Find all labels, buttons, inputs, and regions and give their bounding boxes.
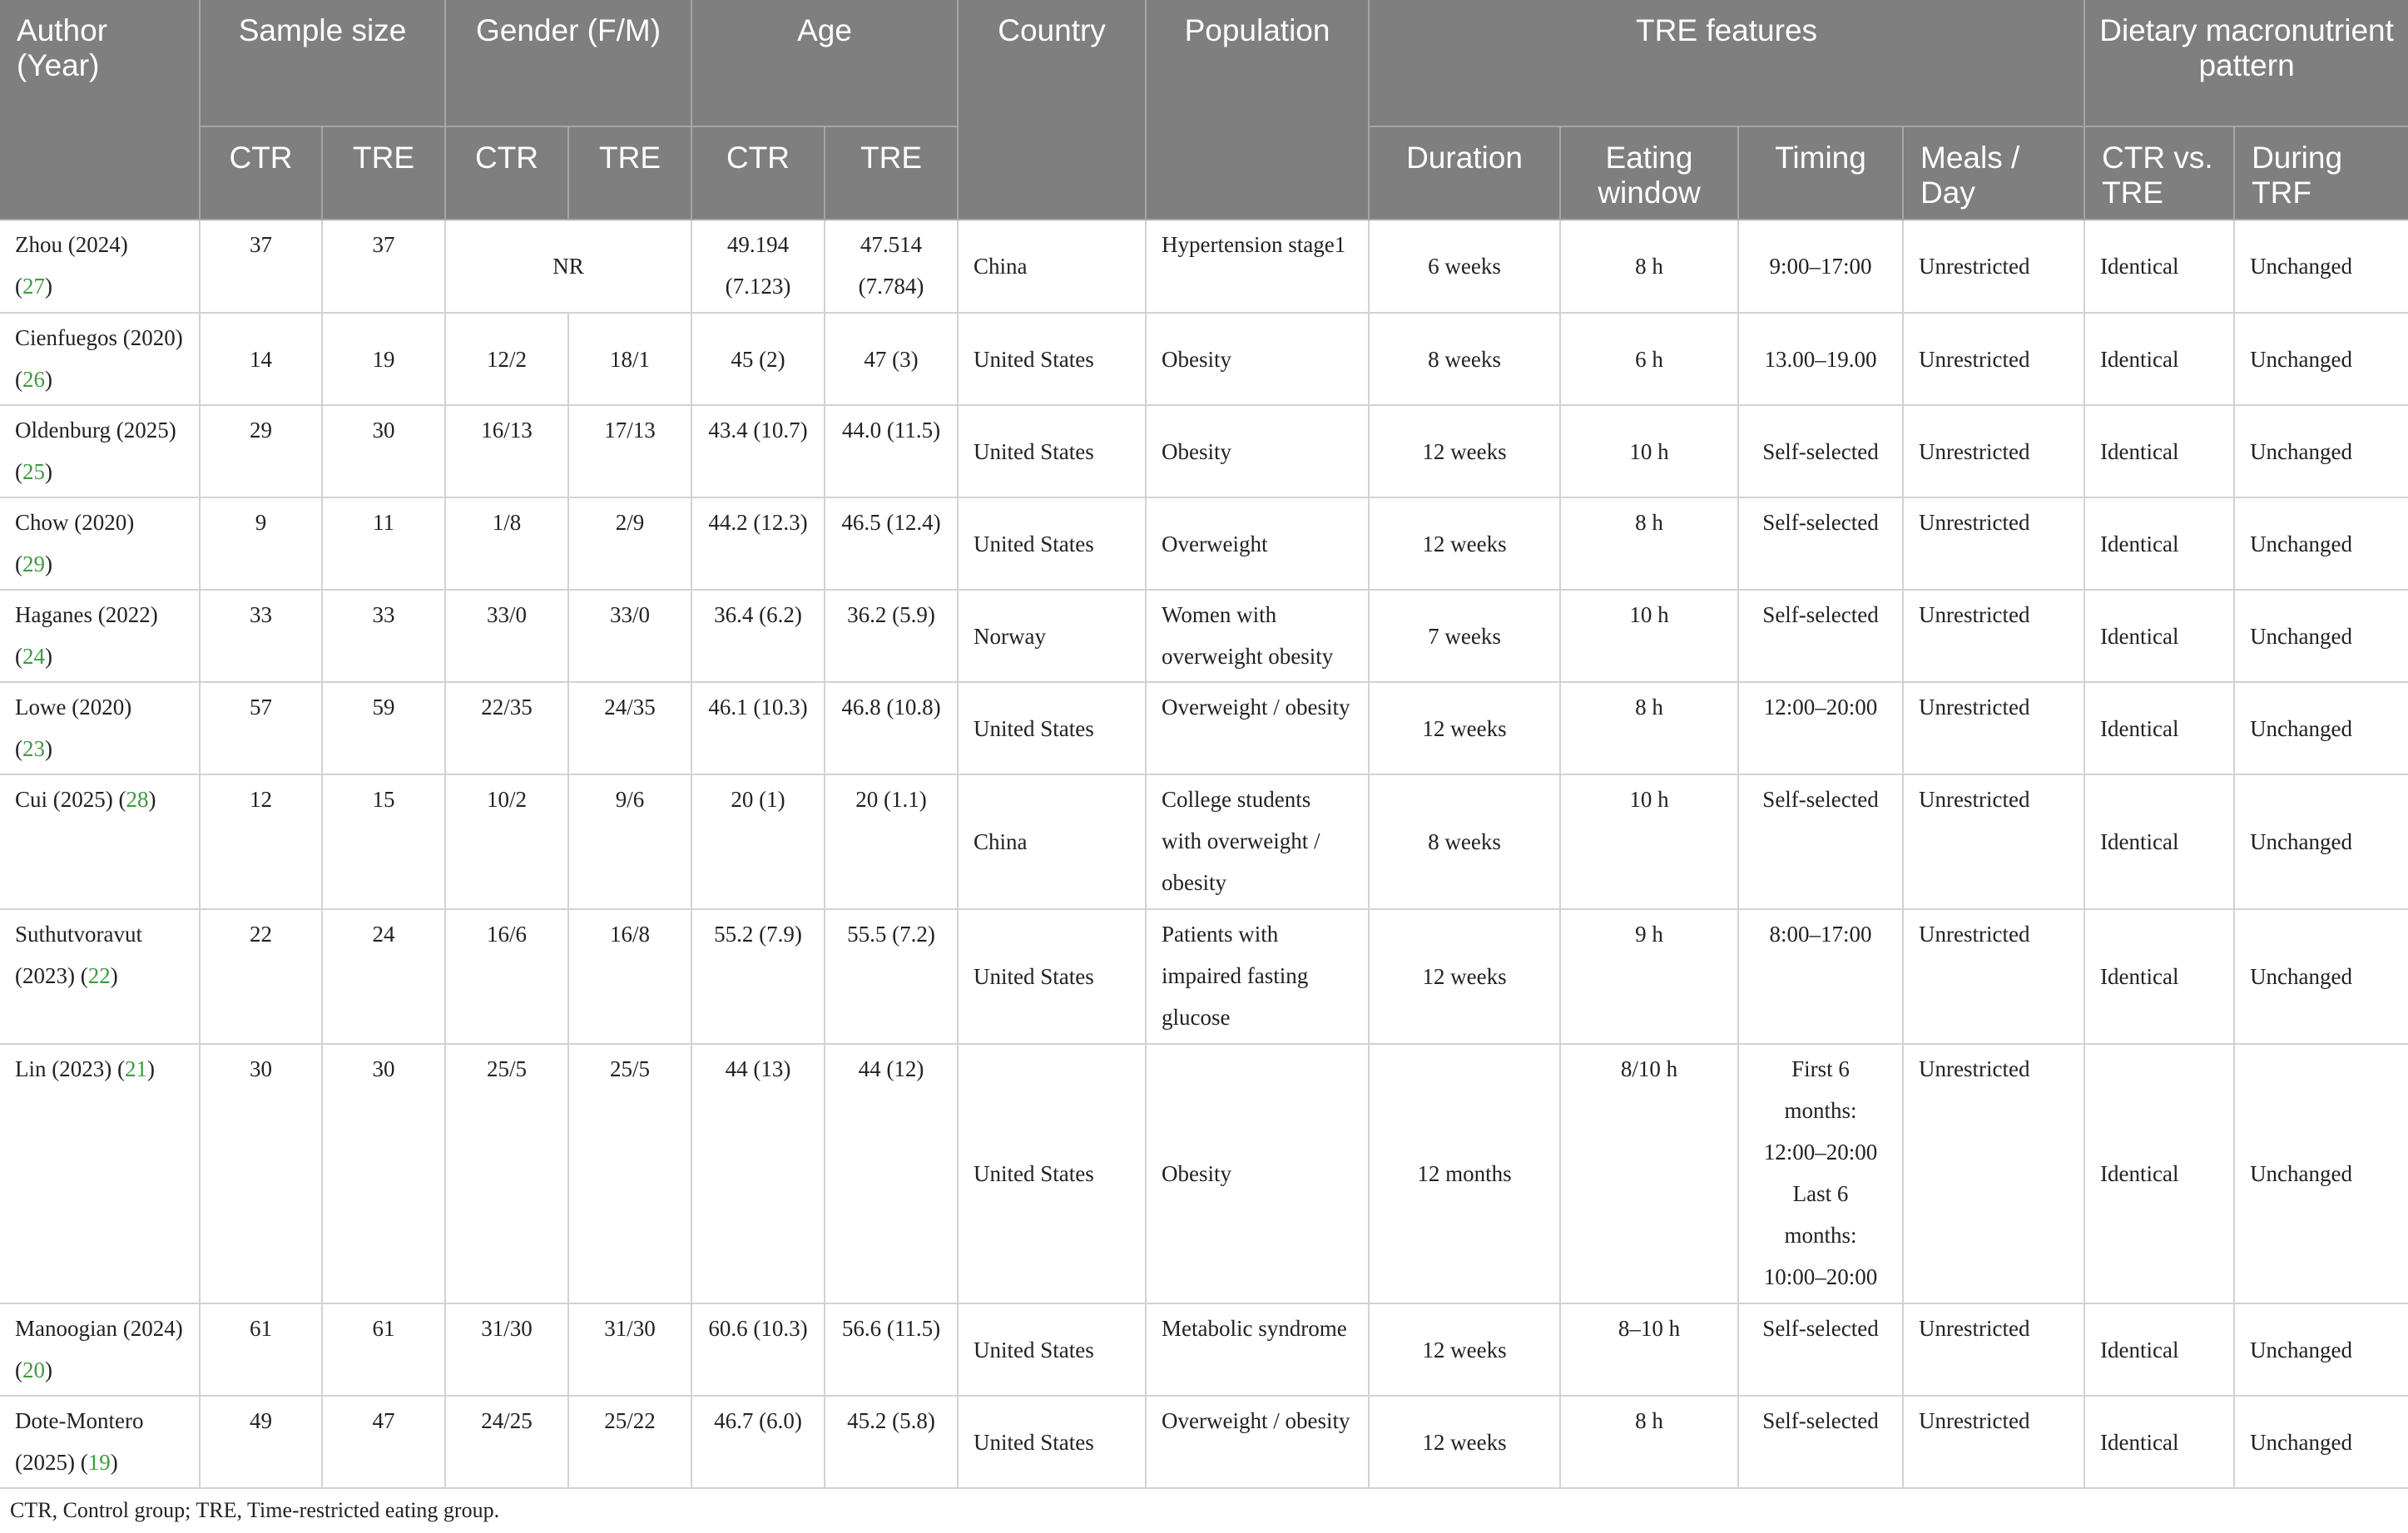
gender-tre-cell: 33/0: [568, 590, 691, 682]
table-row: [0, 1396, 2408, 1488]
table-row: [0, 497, 2408, 590]
population-cell: College students with overweight / obesity: [1146, 774, 1369, 909]
ctr-vs-tre-cell: Identical: [2084, 497, 2234, 590]
sample-tre-cell: 33: [322, 590, 445, 682]
age-tre-cell: 36.2 (5.9): [825, 590, 958, 682]
age-ctr-cell: 44.2 (12.3): [691, 497, 825, 590]
country-cell: China: [958, 220, 1146, 313]
eating-window-cell: 10 h: [1560, 405, 1738, 497]
duration-cell: 12 weeks: [1369, 1303, 1560, 1396]
timing-cell: Self-selected: [1738, 497, 1903, 590]
age-ctr-cell: 36.4 (6.2): [691, 590, 825, 682]
author-name: Chow (2020): [15, 510, 135, 535]
gender-tre-cell: 18/1: [568, 313, 691, 405]
sample-tre-cell: 15: [322, 774, 445, 909]
header-population: Population: [1146, 0, 1369, 220]
eating-window-cell: 6 h: [1560, 313, 1738, 405]
author-name: Zhou (2024): [15, 232, 128, 257]
meals-cell: Unrestricted: [1903, 220, 2084, 313]
ctr-vs-tre-cell: Identical: [2084, 220, 2234, 313]
header-sample-size: Sample size: [200, 0, 445, 126]
country-cell: United States: [958, 682, 1146, 774]
population-cell: Overweight / obesity: [1146, 1396, 1369, 1488]
author-name: Cienfuegos (2020): [15, 325, 183, 350]
table-row: [0, 590, 2408, 682]
eating-window-cell: 9 h: [1560, 909, 1738, 1044]
gender-tre-cell: 2/9: [568, 497, 691, 590]
age-tre-cell: 46.8 (10.8): [825, 682, 958, 774]
duration-cell: 12 weeks: [1369, 909, 1560, 1044]
header-gender-ctr: CTR: [445, 126, 568, 220]
author-name: Lin (2023): [15, 1056, 112, 1081]
age-ctr-cell: 43.4 (10.7): [691, 405, 825, 497]
ctr-vs-tre-cell: Identical: [2084, 590, 2234, 682]
age-ctr-cell: 20 (1): [691, 774, 825, 909]
timing-cell: 8:00–17:00: [1738, 909, 1903, 1044]
age-ctr-cell: 60.6 (10.3): [691, 1303, 825, 1396]
population-cell: Obesity: [1146, 1044, 1369, 1303]
sample-ctr-cell: 29: [200, 405, 322, 497]
author-cell: Manoogian (2024) (20): [0, 1303, 200, 1396]
duration-cell: 8 weeks: [1369, 313, 1560, 405]
country-cell: United States: [958, 497, 1146, 590]
author-cell: Haganes (2022) (24): [0, 590, 200, 682]
author-cell: Suthutvoravut (2023) (22): [0, 909, 200, 1044]
ctr-vs-tre-cell: Identical: [2084, 774, 2234, 909]
duration-cell: 12 weeks: [1369, 1396, 1560, 1488]
header-meals-per-day: Meals / Day: [1903, 126, 2084, 220]
reference-link[interactable]: 29: [22, 551, 45, 576]
age-tre-cell: 55.5 (7.2): [825, 909, 958, 1044]
sample-tre-cell: 61: [322, 1303, 445, 1396]
gender-ctr-cell: 10/2: [445, 774, 568, 909]
header-sample-tre: TRE: [322, 126, 445, 220]
ctr-vs-tre-cell: Identical: [2084, 1396, 2234, 1488]
ctr-vs-tre-cell: Identical: [2084, 682, 2234, 774]
sample-ctr-cell: 37: [200, 220, 322, 313]
country-cell: United States: [958, 1044, 1146, 1303]
sample-tre-cell: 30: [322, 405, 445, 497]
meals-cell: Unrestricted: [1903, 405, 2084, 497]
author-cell: Oldenburg (2025) (25): [0, 405, 200, 497]
duration-cell: 7 weeks: [1369, 590, 1560, 682]
population-cell: Overweight: [1146, 497, 1369, 590]
ctr-vs-tre-cell: Identical: [2084, 405, 2234, 497]
author-cell: Lowe (2020) (23): [0, 682, 200, 774]
during-trf-cell: Unchanged: [2234, 1303, 2408, 1396]
age-tre-cell: 47.514 (7.784): [825, 220, 958, 313]
author-cell: Dote-Montero (2025) (19): [0, 1396, 200, 1488]
sample-tre-cell: 37: [322, 220, 445, 313]
age-tre-cell: 20 (1.1): [825, 774, 958, 909]
table-row: [0, 682, 2408, 774]
eating-window-cell: 8 h: [1560, 682, 1738, 774]
header-tre-features: TRE features: [1369, 0, 2084, 126]
country-cell: United States: [958, 1303, 1146, 1396]
author-name: Suthutvoravut (2023): [15, 922, 142, 988]
table-row: [0, 774, 2408, 909]
sample-tre-cell: 30: [322, 1044, 445, 1303]
sample-ctr-cell: 30: [200, 1044, 322, 1303]
duration-cell: 12 weeks: [1369, 497, 1560, 590]
age-ctr-cell: 46.7 (6.0): [691, 1396, 825, 1488]
sample-tre-cell: 59: [322, 682, 445, 774]
sample-ctr-cell: 61: [200, 1303, 322, 1396]
age-ctr-cell: 46.1 (10.3): [691, 682, 825, 774]
sample-tre-cell: 24: [322, 909, 445, 1044]
author-name: Dote-Montero (2025): [15, 1408, 144, 1475]
table-footnote: CTR, Control group; TRE, Time-restricted eating group.: [10, 1498, 500, 1522]
meals-cell: Unrestricted: [1903, 682, 2084, 774]
ctr-vs-tre-cell: Identical: [2084, 1303, 2234, 1396]
sample-ctr-cell: 9: [200, 497, 322, 590]
population-cell: Overweight / obesity: [1146, 682, 1369, 774]
country-cell: United States: [958, 313, 1146, 405]
population-cell: Hypertension stage1: [1146, 220, 1369, 313]
gender-ctr-cell: 24/25: [445, 1396, 568, 1488]
header-timing: Timing: [1738, 126, 1903, 220]
reference-link[interactable]: 28: [126, 787, 149, 812]
eating-window-cell: 8 h: [1560, 1396, 1738, 1488]
age-tre-cell: 46.5 (12.4): [825, 497, 958, 590]
population-cell: Obesity: [1146, 405, 1369, 497]
during-trf-cell: Unchanged: [2234, 590, 2408, 682]
header-during-trf: During TRF: [2234, 126, 2408, 220]
reference-link[interactable]: 20: [22, 1357, 45, 1382]
header-eating-window: Eating window: [1560, 126, 1738, 220]
gender-ctr-cell: 16/6: [445, 909, 568, 1044]
timing-cell: Self-selected: [1738, 590, 1903, 682]
timing-cell: Self-selected: [1738, 1396, 1903, 1488]
author-name: Manoogian (2024): [15, 1316, 183, 1341]
country-cell: United States: [958, 405, 1146, 497]
duration-cell: 12 weeks: [1369, 405, 1560, 497]
meals-cell: Unrestricted: [1903, 909, 2084, 1044]
timing-cell: First 6 months: 12:00–20:00 Last 6 months: 10:00–20:00: [1738, 1044, 1903, 1303]
sample-ctr-cell: 14: [200, 313, 322, 405]
age-ctr-cell: 49.194 (7.123): [691, 220, 825, 313]
during-trf-cell: Unchanged: [2234, 220, 2408, 313]
timing-cell: 13.00–19.00: [1738, 313, 1903, 405]
duration-cell: 6 weeks: [1369, 220, 1560, 313]
during-trf-cell: Unchanged: [2234, 405, 2408, 497]
gender-merged-cell: NR: [445, 220, 691, 313]
eating-window-cell: 8–10 h: [1560, 1303, 1738, 1396]
duration-cell: 12 months: [1369, 1044, 1560, 1303]
during-trf-cell: Unchanged: [2234, 1396, 2408, 1488]
reference-link[interactable]: 27: [22, 274, 45, 299]
age-tre-cell: 56.6 (11.5): [825, 1303, 958, 1396]
during-trf-cell: Unchanged: [2234, 1044, 2408, 1303]
population-cell: Obesity: [1146, 313, 1369, 405]
table-row: [0, 405, 2408, 497]
reference-link[interactable]: 21: [124, 1056, 147, 1081]
reference-link[interactable]: 25: [22, 459, 45, 484]
table-row: [0, 220, 2408, 313]
gender-tre-cell: 25/5: [568, 1044, 691, 1303]
header-gender: Gender (F/M): [445, 0, 691, 126]
age-ctr-cell: 45 (2): [691, 313, 825, 405]
table-row: [0, 1303, 2408, 1396]
author-cell: Lin (2023) (21): [0, 1044, 200, 1303]
gender-ctr-cell: 16/13: [445, 405, 568, 497]
gender-tre-cell: 25/22: [568, 1396, 691, 1488]
gender-tre-cell: 17/13: [568, 405, 691, 497]
gender-ctr-cell: 25/5: [445, 1044, 568, 1303]
gender-tre-cell: 31/30: [568, 1303, 691, 1396]
sample-ctr-cell: 12: [200, 774, 322, 909]
gender-ctr-cell: 33/0: [445, 590, 568, 682]
meals-cell: Unrestricted: [1903, 774, 2084, 909]
reference-link[interactable]: 19: [87, 1450, 111, 1475]
sample-ctr-cell: 57: [200, 682, 322, 774]
sample-tre-cell: 19: [322, 313, 445, 405]
meals-cell: Unrestricted: [1903, 590, 2084, 682]
table-row: [0, 909, 2408, 1044]
country-cell: Norway: [958, 590, 1146, 682]
timing-cell: Self-selected: [1738, 405, 1903, 497]
country-cell: United States: [958, 1396, 1146, 1488]
header-country: Country: [958, 0, 1146, 220]
eating-window-cell: 8 h: [1560, 220, 1738, 313]
gender-tre-cell: 24/35: [568, 682, 691, 774]
header-sample-ctr: CTR: [200, 126, 322, 220]
eating-window-cell: 8 h: [1560, 497, 1738, 590]
country-cell: China: [958, 774, 1146, 909]
meals-cell: Unrestricted: [1903, 1396, 2084, 1488]
header-age-tre: TRE: [825, 126, 958, 220]
eating-window-cell: 10 h: [1560, 590, 1738, 682]
author-cell: Chow (2020) (29): [0, 497, 200, 590]
header-ctr-vs-tre: CTR vs. TRE: [2084, 126, 2234, 220]
header-gender-tre: TRE: [568, 126, 691, 220]
sample-tre-cell: 11: [322, 497, 445, 590]
meals-cell: Unrestricted: [1903, 313, 2084, 405]
header-author-year: Author (Year): [0, 0, 200, 220]
eating-window-cell: 8/10 h: [1560, 1044, 1738, 1303]
table-row: [0, 1044, 2408, 1303]
during-trf-cell: Unchanged: [2234, 909, 2408, 1044]
ctr-vs-tre-cell: Identical: [2084, 909, 2234, 1044]
author-name: Lowe (2020): [15, 695, 132, 720]
reference-link[interactable]: 23: [22, 736, 45, 761]
age-tre-cell: 44.0 (11.5): [825, 405, 958, 497]
ctr-vs-tre-cell: Identical: [2084, 1044, 2234, 1303]
gender-tre-cell: 9/6: [568, 774, 691, 909]
header-age-ctr: CTR: [691, 126, 825, 220]
during-trf-cell: Unchanged: [2234, 313, 2408, 405]
age-tre-cell: 45.2 (5.8): [825, 1396, 958, 1488]
timing-cell: 12:00–20:00: [1738, 682, 1903, 774]
population-cell: Patients with impaired fasting glucose: [1146, 909, 1369, 1044]
reference-link[interactable]: 26: [22, 367, 45, 392]
gender-tre-cell: 16/8: [568, 909, 691, 1044]
author-cell: Cienfuegos (2020) (26): [0, 313, 200, 405]
reference-link[interactable]: 22: [87, 963, 111, 988]
gender-ctr-cell: 22/35: [445, 682, 568, 774]
header-duration: Duration: [1369, 126, 1560, 220]
header-age: Age: [691, 0, 958, 126]
sample-ctr-cell: 33: [200, 590, 322, 682]
author-name: Oldenburg (2025): [15, 418, 176, 443]
sample-tre-cell: 47: [322, 1396, 445, 1488]
population-cell: Metabolic syndrome: [1146, 1303, 1369, 1396]
author-name: Cui (2025): [15, 787, 113, 812]
sample-ctr-cell: 22: [200, 909, 322, 1044]
author-cell: Cui (2025) (28): [0, 774, 200, 909]
timing-cell: Self-selected: [1738, 774, 1903, 909]
during-trf-cell: Unchanged: [2234, 774, 2408, 909]
ctr-vs-tre-cell: Identical: [2084, 313, 2234, 405]
table-row: [0, 313, 2408, 405]
author-name: Haganes (2022): [15, 602, 158, 627]
header-dietary-pattern: Dietary macronutrient pattern: [2084, 0, 2408, 126]
author-cell: Zhou (2024) (27): [0, 220, 200, 313]
eating-window-cell: 10 h: [1560, 774, 1738, 909]
duration-cell: 8 weeks: [1369, 774, 1560, 909]
timing-cell: Self-selected: [1738, 1303, 1903, 1396]
meals-cell: Unrestricted: [1903, 497, 2084, 590]
age-tre-cell: 47 (3): [825, 313, 958, 405]
duration-cell: 12 weeks: [1369, 682, 1560, 774]
meals-cell: Unrestricted: [1903, 1303, 2084, 1396]
age-tre-cell: 44 (12): [825, 1044, 958, 1303]
reference-link[interactable]: 24: [22, 644, 45, 669]
header-row-1: [0, 0, 2408, 126]
meals-cell: Unrestricted: [1903, 1044, 2084, 1303]
population-cell: Women with overweight obesity: [1146, 590, 1369, 682]
age-ctr-cell: 44 (13): [691, 1044, 825, 1303]
age-ctr-cell: 55.2 (7.9): [691, 909, 825, 1044]
timing-cell: 9:00–17:00: [1738, 220, 1903, 313]
country-cell: United States: [958, 909, 1146, 1044]
sample-ctr-cell: 49: [200, 1396, 322, 1488]
during-trf-cell: Unchanged: [2234, 682, 2408, 774]
gender-ctr-cell: 31/30: [445, 1303, 568, 1396]
gender-ctr-cell: 12/2: [445, 313, 568, 405]
during-trf-cell: Unchanged: [2234, 497, 2408, 590]
gender-ctr-cell: 1/8: [445, 497, 568, 590]
